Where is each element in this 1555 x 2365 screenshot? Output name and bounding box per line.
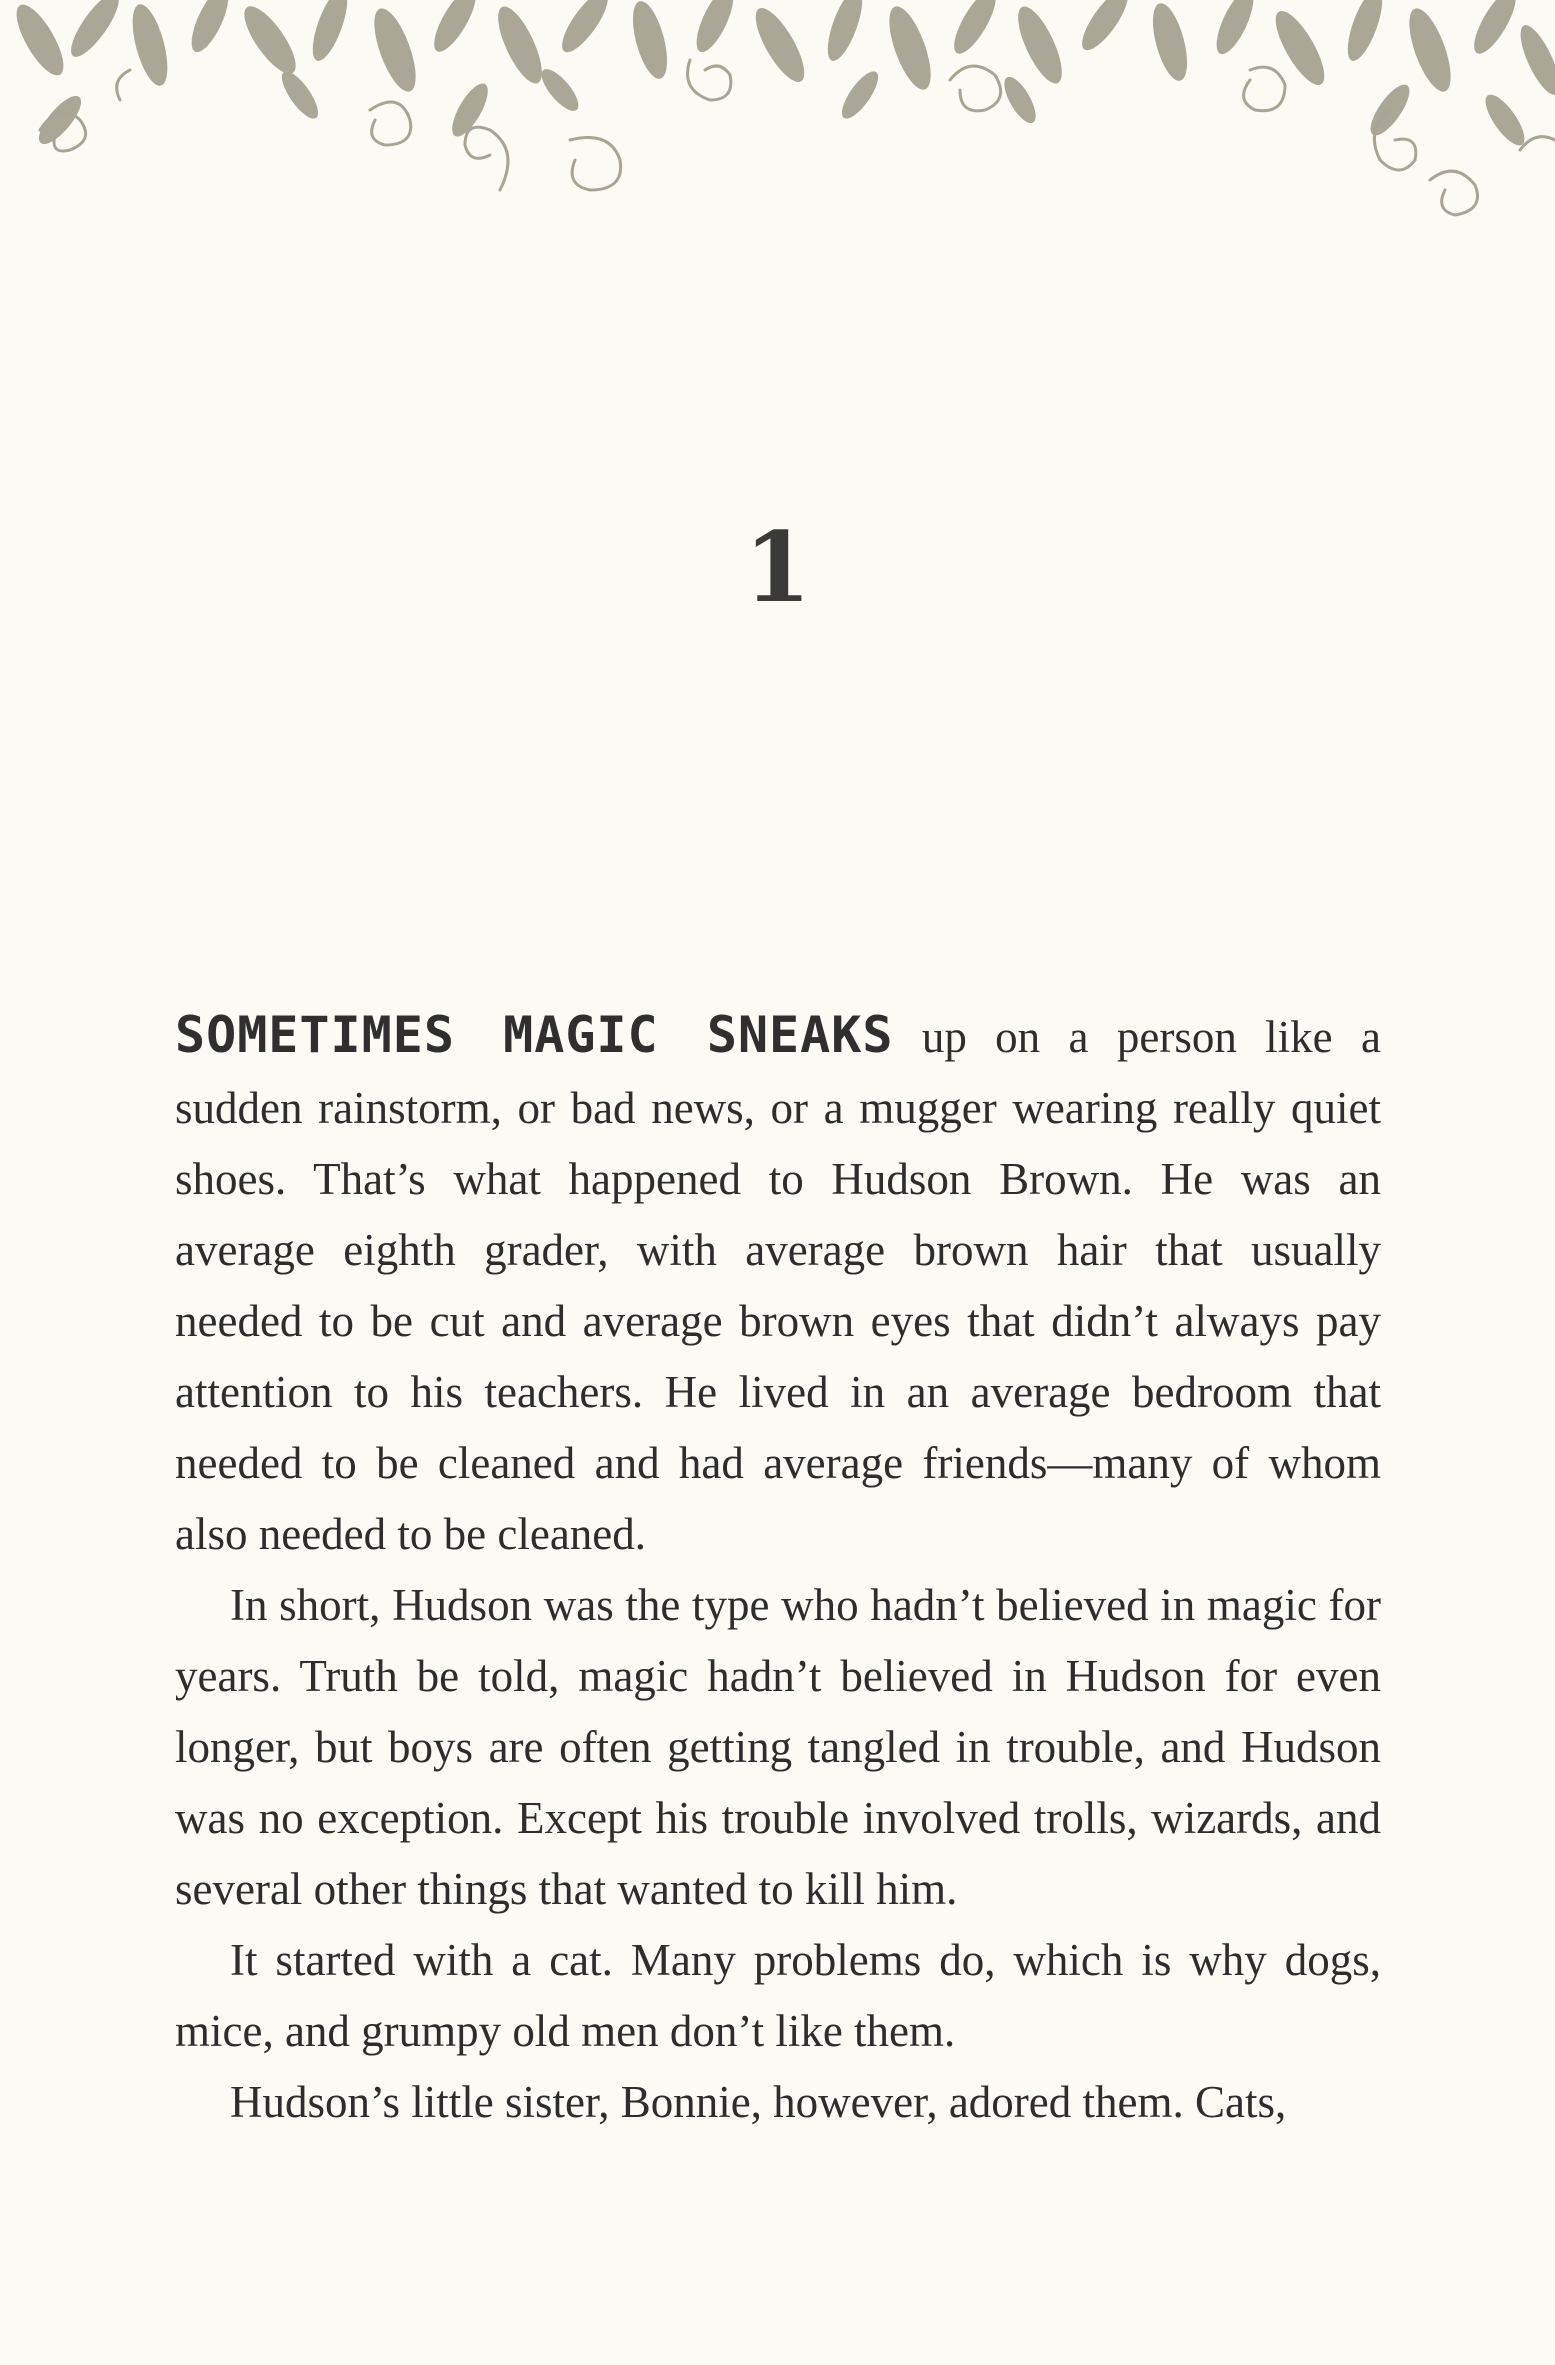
paragraph-4: Hudson’s little sister, Bonnie, however, adored them. Cats, — [230, 2077, 1287, 2127]
paragraph-1 — [175, 1000, 1381, 1570]
leaf-vine-border — [0, 0, 1555, 230]
paragraph-1-text: up on a person like a sudden rainstorm, or bad news, or a mugger wearing really quiet shoes. That’s what happened to Hudson Brown. He was an average eighth grader, with average brown hair that usually needed to be cut and average brown eyes that didn’t always pay attention to his teachers. He lived in an average bedroom that needed to be cleaned and had average friends—many of whom also needed to be cleaned. — [175, 1012, 1381, 1559]
chapter-body-text — [175, 1000, 1381, 2138]
paragraph-3: It started with a cat. Many problems do, which is why dogs, mice, and grumpy old men don’t like them. — [175, 1935, 1381, 2056]
paragraph-2: In short, Hudson was the type who hadn’t believed in magic for years. Truth be told, magic hadn’t believed in Hudson for even longer, but boys are often getting tangled in trouble, and Hudson was no exception. Except his trouble involved trolls, wizards, and several other things that wanted to kill him. — [175, 1580, 1381, 1914]
chapter-number: 1 — [744, 511, 811, 624]
chapter-lead-in: SOMETIMES MAGIC SNEAKS — [175, 1006, 894, 1064]
